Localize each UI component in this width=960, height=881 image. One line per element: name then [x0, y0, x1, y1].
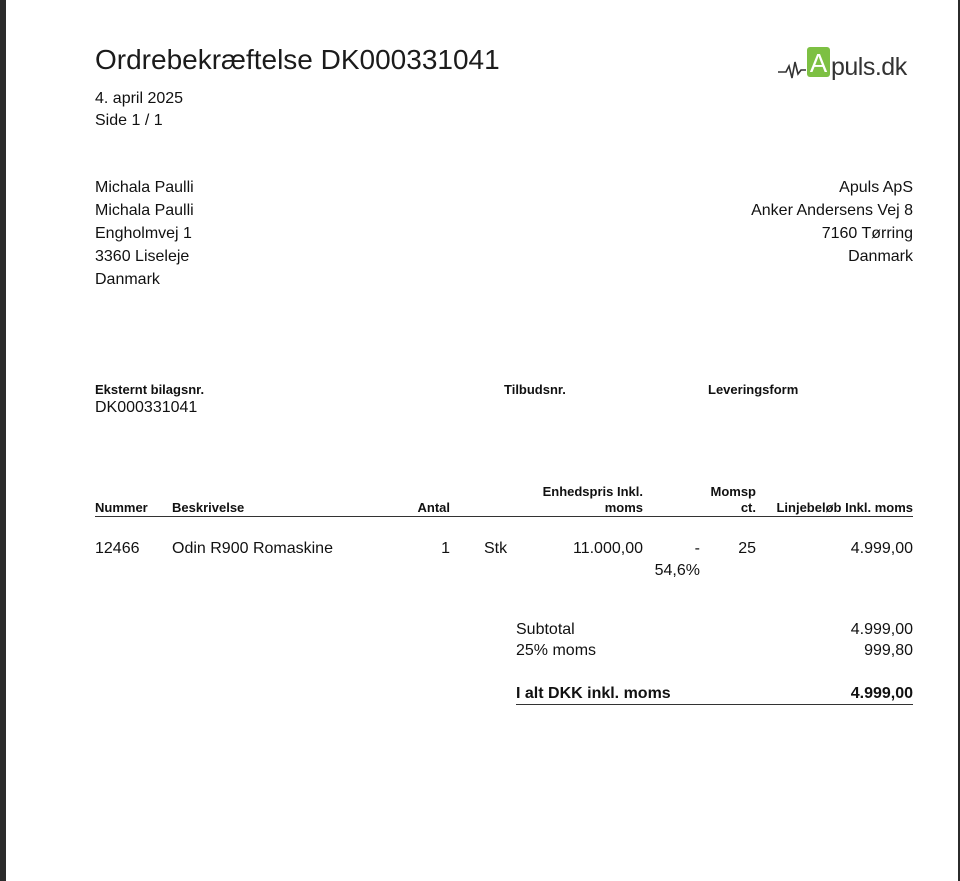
row-quantity: 1: [441, 540, 450, 557]
row-description: Odin R900 Romaskine: [172, 540, 333, 557]
row-line-amount: 4.999,00: [850, 540, 913, 557]
apuls-logo: [778, 44, 910, 88]
row-discount-sign: -: [694, 540, 700, 557]
external-ref-value: DK000331041: [95, 399, 198, 416]
page-indicator: Side 1 / 1: [95, 112, 163, 129]
col-header-unit-price: [543, 484, 643, 516]
col-header-quantity: Antal: [417, 500, 450, 515]
col-header-unit-price-line1: Enhedspris Inkl.: [542, 484, 643, 499]
row-discount-percent: 54,6%: [654, 562, 700, 579]
external-ref-label: Eksternt bilagsnr.: [95, 382, 205, 397]
customer-address-line: Michala Paulli: [95, 202, 194, 219]
subtotal-value: 4.999,00: [850, 621, 913, 638]
col-header-description: Beskrivelse: [172, 500, 245, 515]
customer-address-line: Engholmvej 1: [95, 225, 192, 242]
quote-number-label: Tilbudsnr.: [504, 382, 566, 397]
pulse-line-icon: [778, 62, 806, 78]
company-address-line: 7160 Tørring: [821, 225, 913, 242]
col-header-unit-price-line2: moms: [604, 500, 643, 515]
col-header-line-amount: Linjebeløb Inkl. moms: [776, 500, 913, 515]
col-header-vat-line2: ct.: [740, 500, 756, 515]
vat-total-label: 25% moms: [516, 642, 597, 659]
document-title: Ordrebekræftelse DK000331041: [95, 44, 500, 75]
customer-address-line: Michala Paulli: [95, 179, 194, 196]
col-header-vat-line1: Momsp: [710, 484, 756, 499]
document-date: 4. april 2025: [95, 90, 184, 107]
row-vat: 25: [738, 540, 756, 557]
company-address-line: Anker Andersens Vej 8: [751, 202, 913, 219]
customer-address: [95, 176, 194, 291]
customer-address-line: Danmark: [95, 271, 160, 288]
col-header-number: Nummer: [95, 500, 148, 515]
subtotal-label: Subtotal: [516, 621, 575, 638]
apuls-logo-graphic: [778, 44, 910, 88]
company-address: [751, 176, 913, 268]
company-address-line: Apuls ApS: [839, 179, 913, 196]
logo-letter: A: [809, 48, 828, 78]
grand-total-value: 4.999,00: [850, 685, 913, 702]
grand-total-underline: [516, 704, 913, 705]
grand-total-label: I alt DKK inkl. moms: [516, 685, 671, 702]
logo-wordmark: puls.dk: [831, 53, 907, 81]
col-header-vat: [711, 484, 757, 516]
row-number: 12466: [95, 540, 140, 557]
delivery-method-label: Leveringsform: [708, 382, 799, 397]
table-header-divider: [95, 516, 913, 517]
viewer-frame-left: [0, 0, 6, 881]
company-address-line: Danmark: [848, 248, 913, 265]
customer-address-line: 3360 Liseleje: [95, 248, 190, 265]
vat-total-value: 999,80: [864, 642, 913, 659]
row-unit: Stk: [484, 540, 508, 557]
row-unit-price: 11.000,00: [573, 540, 643, 557]
